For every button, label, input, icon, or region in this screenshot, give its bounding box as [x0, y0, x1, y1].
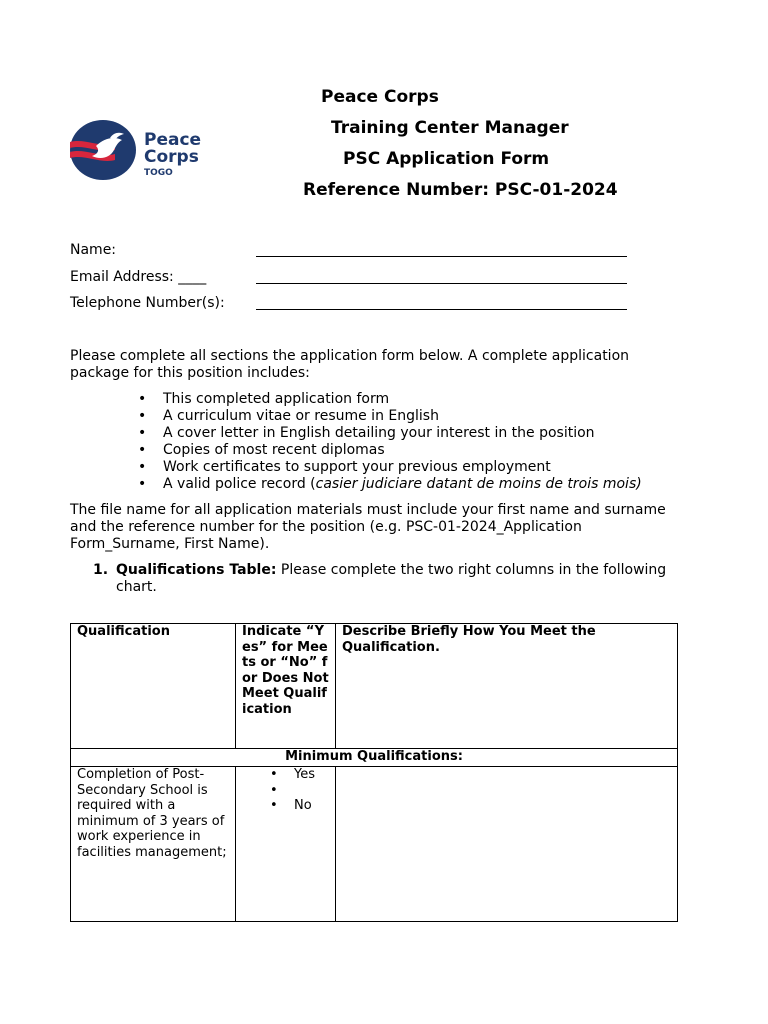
yes-no-cell[interactable] — [236, 767, 336, 922]
section-heading — [116, 562, 686, 596]
logo-country: TOGO — [144, 168, 173, 178]
intro-paragraph: Please complete all sections the application form below. A complete application package for this position includes: — [70, 348, 630, 381]
peace-corps-logo — [70, 120, 210, 182]
section-title: Qualifications Table: — [116, 562, 277, 578]
logo-word-corps: Corps — [144, 147, 199, 167]
file-name-note: The file name for all application materials must include your first name and surname and the reference number for the position (e.g. PSC-01-2024_Application Form_Surname, First Name). — [70, 502, 666, 552]
table-header-row — [71, 624, 678, 749]
police-record-text: A valid police record ( — [163, 476, 316, 492]
header-position: Training Center Manager — [331, 118, 569, 138]
name-label: Name: — [70, 242, 117, 258]
minimum-qualifications-heading: Minimum Qualifications: — [71, 749, 678, 767]
header-describe: Describe Briefly How You Meet the Qualification. — [336, 624, 678, 749]
header-org: Peace Corps — [321, 87, 439, 107]
yes-no-options — [242, 767, 329, 814]
header-reference: Reference Number: PSC-01-2024 — [303, 180, 618, 200]
list-item-police-record — [136, 476, 642, 493]
dove-flag-icon — [70, 120, 136, 180]
name-input-line[interactable] — [256, 256, 627, 257]
list-item: • A cover letter in English detailing your interest in the position — [136, 425, 642, 442]
section-number: 1. — [93, 562, 109, 578]
list-item: • Copies of most recent diplomas — [136, 442, 642, 459]
table-row — [71, 767, 678, 922]
description-cell[interactable] — [336, 767, 678, 922]
header-form-title: PSC Application Form — [343, 149, 550, 169]
police-record-french: casier judiciare datant de moins de trois mois) — [315, 476, 642, 492]
package-list — [136, 391, 642, 493]
section-row — [71, 749, 678, 767]
telephone-input-line[interactable] — [256, 309, 627, 310]
list-item: • This completed application form — [136, 391, 642, 408]
logo-word-peace: Peace — [144, 130, 202, 150]
header-qualification: Qualification — [71, 624, 236, 749]
section-instruction: Please complete the two right columns in the following chart. — [116, 562, 667, 595]
option-yes[interactable]: • Yes — [242, 767, 329, 783]
email-label: Email Address: ____ — [70, 269, 207, 285]
header-indicate: Indicate “Yes” for Meets or “No” for Does Not Meet Qualification — [236, 624, 336, 749]
option-no[interactable]: • No — [242, 798, 329, 814]
list-item: • A curriculum vitae or resume in English — [136, 408, 642, 425]
qualification-cell: Completion of Post-Secondary School is required with a minimum of 3 years of work experience in facilities management; — [71, 767, 236, 922]
qualifications-table — [70, 623, 678, 922]
email-input-line[interactable] — [256, 283, 627, 284]
list-item: • Work certificates to support your previous employment — [136, 459, 642, 476]
telephone-label: Telephone Number(s): — [70, 295, 225, 311]
